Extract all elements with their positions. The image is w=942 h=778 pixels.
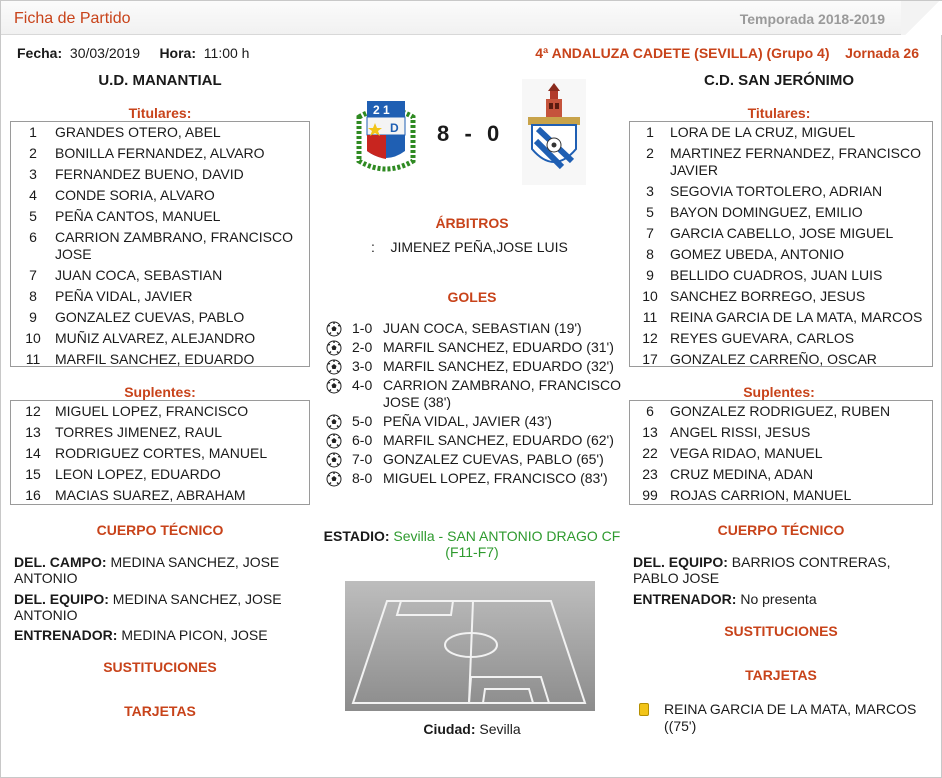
player-number: 17	[642, 351, 658, 367]
player-number: 14	[25, 445, 41, 461]
player-name: PEÑA CANTOS, MANUEL	[55, 208, 221, 224]
city-info	[319, 721, 625, 737]
player-row[interactable]	[11, 349, 309, 370]
player-row[interactable]	[630, 443, 932, 464]
player-row[interactable]	[630, 422, 932, 443]
away-team-name[interactable]: C.D. SAN JERÓNIMO	[703, 72, 854, 89]
player-number: 1	[646, 124, 654, 140]
home-starters-list	[10, 121, 310, 367]
card-entry	[639, 701, 924, 735]
home-subs-list	[10, 400, 310, 505]
svg-text:1: 1	[383, 103, 390, 117]
season-label: Temporada 2018-2019	[739, 11, 885, 27]
player-row[interactable]	[11, 286, 309, 307]
goal-scorer: CARRION ZAMBRANO, FRANCISCO JOSE (38')	[383, 377, 622, 410]
away-subs-title: Suplentes:	[743, 384, 815, 400]
staff-role-label: ENTRENADOR:	[14, 627, 118, 643]
player-row[interactable]	[630, 485, 932, 506]
player-row[interactable]	[630, 464, 932, 485]
referees-title: ÁRBITROS	[435, 215, 509, 231]
player-row[interactable]	[630, 244, 932, 265]
player-row[interactable]	[11, 328, 309, 349]
player-name: MARTINEZ FERNANDEZ, FRANCISCO JAVIER	[670, 145, 921, 178]
page-title: Ficha de Partido	[14, 10, 131, 27]
title-corner-fold	[901, 1, 942, 35]
staff-role-label: DEL. EQUIPO:	[633, 554, 728, 570]
city-label: Ciudad:	[423, 721, 476, 737]
away-staff-title: CUERPO TÉCNICO	[717, 522, 845, 538]
player-row[interactable]	[11, 185, 309, 206]
goal-score: 5-0	[352, 413, 373, 429]
football-pitch-image	[345, 581, 595, 711]
home-staff-role	[14, 554, 304, 586]
player-row[interactable]	[11, 307, 309, 328]
goal-scorer: MARFIL SANCHEZ, EDUARDO (32')	[383, 358, 614, 374]
player-name: TORRES JIMENEZ, RAUL	[55, 424, 222, 440]
soccer-ball-icon	[326, 414, 342, 430]
player-row[interactable]	[11, 401, 309, 422]
player-name: BAYON DOMINGUEZ, EMILIO	[670, 204, 863, 220]
player-row[interactable]	[11, 443, 309, 464]
player-name: SANCHEZ BORREGO, JESUS	[670, 288, 866, 304]
goal-row	[326, 470, 626, 487]
staff-person: MEDINA PICON, JOSE	[121, 627, 268, 643]
goal-score: 8-0	[352, 470, 373, 486]
home-substitutions-title: SUSTITUCIONES	[103, 659, 217, 675]
player-name: ANGEL RISSI, JESUS	[670, 424, 811, 440]
player-number: 1	[29, 124, 37, 140]
player-number: 3	[646, 183, 654, 199]
player-number: 99	[642, 487, 658, 503]
goal-score: 6-0	[352, 432, 373, 448]
away-score: 0	[487, 121, 501, 146]
stadium-name[interactable]: Sevilla - SAN ANTONIO DRAGO CF (F11-F7)	[393, 528, 621, 560]
player-name: MIGUEL LOPEZ, FRANCISCO	[55, 403, 249, 419]
soccer-ball-icon	[326, 359, 342, 375]
goal-row	[326, 377, 626, 411]
home-subs-title: Suplentes:	[124, 384, 196, 400]
player-number: 4	[29, 187, 37, 203]
player-name: MACIAS SUAREZ, ABRAHAM	[55, 487, 246, 503]
goal-scorer: MARFIL SANCHEZ, EDUARDO (31')	[383, 339, 614, 355]
goal-row	[326, 413, 626, 430]
player-name: CARRION ZAMBRANO, FRANCISCO JOSE	[55, 229, 294, 262]
player-name: VEGA RIDAO, MANUEL	[670, 445, 823, 461]
staff-role-label: DEL. EQUIPO:	[14, 591, 109, 607]
goal-scorer: GONZALEZ CUEVAS, PABLO (65')	[383, 451, 604, 467]
player-number: 2	[646, 145, 654, 161]
goal-scorer: MIGUEL LOPEZ, FRANCISCO (83')	[383, 470, 608, 486]
away-cards-title: TARJETAS	[745, 667, 817, 683]
player-name: REINA GARCIA DE LA MATA, MARCOS	[670, 309, 923, 325]
home-score: 8	[437, 121, 451, 146]
player-row[interactable]	[11, 164, 309, 185]
player-number: 6	[646, 403, 654, 419]
soccer-ball-icon	[326, 378, 342, 394]
soccer-ball-icon	[326, 433, 342, 449]
player-name: CONDE SORIA, ALVARO	[55, 187, 215, 203]
away-starters-title: Titulares:	[747, 105, 811, 121]
player-name: REYES GUEVARA, CARLOS	[670, 330, 855, 346]
city-name: Sevilla	[479, 721, 521, 737]
soccer-ball-icon	[326, 452, 342, 468]
staff-person: No presenta	[740, 591, 817, 607]
goals-title: GOLES	[447, 289, 497, 305]
player-number: 7	[29, 267, 37, 283]
round-label: Jornada 26	[845, 45, 919, 61]
competition-name: 4ª ANDALUZA CADETE (SEVILLA) (Grupo 4)	[535, 45, 830, 61]
player-number: 5	[646, 204, 654, 220]
staff-person: BARRIOS CONTRERAS, PABLO JOSE	[633, 554, 891, 586]
referee-name: JIMENEZ PEÑA,JOSE LUIS	[390, 239, 568, 255]
away-subs-list	[629, 400, 933, 505]
goals-list	[326, 320, 626, 489]
player-name: ROJAS CARRION, MANUEL	[670, 487, 852, 503]
goal-scorer: MARFIL SANCHEZ, EDUARDO (62')	[383, 432, 614, 448]
goal-scorer: PEÑA VIDAL, JAVIER (43')	[383, 413, 552, 429]
home-staff-role	[14, 591, 304, 623]
staff-role-label: DEL. CAMPO:	[14, 554, 107, 570]
player-number: 8	[29, 288, 37, 304]
player-number: 11	[642, 309, 658, 325]
goal-score: 4-0	[352, 377, 373, 393]
player-number: 13	[642, 424, 658, 440]
player-name: LEON LOPEZ, EDUARDO	[55, 466, 221, 482]
home-team-crest-icon[interactable]	[353, 91, 419, 175]
player-name: GONZALEZ CARREÑO, OSCAR	[670, 351, 877, 367]
player-name: GONZALEZ CUEVAS, PABLO	[55, 309, 245, 325]
soccer-ball-icon	[326, 340, 342, 356]
away-substitutions-title: SUSTITUCIONES	[724, 623, 838, 639]
player-number: 10	[642, 288, 658, 304]
player-row[interactable]	[11, 485, 309, 506]
player-name: BONILLA FERNANDEZ, ALVARO	[55, 145, 265, 161]
player-row[interactable]	[11, 122, 309, 143]
goal-score: 2-0	[352, 339, 373, 355]
card-player: REINA GARCIA DE LA MATA, MARCOS ((75')	[664, 701, 917, 734]
player-name: BELLIDO CUADROS, JUAN LUIS	[670, 267, 883, 283]
player-name: MUÑIZ ALVAREZ, ALEJANDRO	[55, 330, 256, 346]
home-team-name[interactable]: U.D. MANANTIAL	[98, 72, 222, 89]
svg-text:2: 2	[373, 103, 380, 117]
player-number: 6	[29, 229, 37, 245]
player-number: 3	[29, 166, 37, 182]
goal-row	[326, 451, 626, 468]
staff-role-label: ENTRENADOR:	[633, 591, 737, 607]
staff-person: MEDINA SANCHEZ, JOSE ANTONIO	[14, 554, 280, 586]
player-row[interactable]	[11, 422, 309, 443]
home-starters-title: Titulares:	[128, 105, 192, 121]
player-row[interactable]	[11, 265, 309, 286]
player-name: GOMEZ UBEDA, ANTONIO	[670, 246, 844, 262]
player-row[interactable]	[630, 181, 932, 202]
player-name: FERNANDEZ BUENO, DAVID	[55, 166, 244, 182]
player-name: JUAN COCA, SEBASTIAN	[55, 267, 223, 283]
player-row[interactable]	[630, 401, 932, 422]
player-row[interactable]	[630, 202, 932, 223]
date-label: Fecha:	[17, 45, 63, 61]
player-number: 13	[25, 424, 41, 440]
soccer-ball-icon	[326, 471, 342, 487]
player-row[interactable]	[630, 349, 932, 370]
goal-row	[326, 320, 626, 337]
away-starters-list	[629, 121, 933, 367]
match-time: 11:00 h	[203, 45, 250, 61]
goal-scorer: JUAN COCA, SEBASTIAN (19')	[383, 320, 582, 336]
player-row[interactable]	[11, 464, 309, 485]
player-name: PEÑA VIDAL, JAVIER	[55, 288, 193, 304]
player-number: 16	[25, 487, 41, 503]
score-separator: -	[464, 121, 473, 146]
player-name: LORA DE LA CRUZ, MIGUEL	[670, 124, 856, 140]
referee-prefix: :	[371, 239, 375, 255]
home-staff-role	[14, 627, 304, 643]
player-name: SEGOVIA TORTOLERO, ADRIAN	[670, 183, 883, 199]
player-name: GRANDES OTERO, ABEL	[55, 124, 221, 140]
player-number: 22	[642, 445, 658, 461]
player-row[interactable]	[630, 122, 932, 143]
player-number: 12	[25, 403, 41, 419]
player-row[interactable]	[630, 223, 932, 244]
player-row[interactable]	[11, 143, 309, 164]
goal-score: 3-0	[352, 358, 373, 374]
goal-score: 7-0	[352, 451, 373, 467]
player-row[interactable]	[630, 328, 932, 349]
away-staff-role	[633, 591, 929, 607]
player-row[interactable]	[630, 307, 932, 328]
referee-entry	[371, 239, 568, 255]
player-name: RODRIGUEZ CORTES, MANUEL	[55, 445, 268, 461]
player-number: 7	[646, 225, 654, 241]
player-row[interactable]	[630, 286, 932, 307]
competition-info	[535, 45, 919, 61]
player-number: 2	[29, 145, 37, 161]
player-name: GONZALEZ RODRIGUEZ, RUBEN	[670, 403, 891, 419]
player-number: 15	[25, 466, 41, 482]
home-cards-title: TARJETAS	[124, 703, 196, 719]
yellow-card-icon	[639, 703, 649, 716]
stadium-label: ESTADIO:	[323, 528, 390, 544]
player-number: 23	[642, 466, 658, 482]
goal-row	[326, 358, 626, 375]
player-number: 12	[642, 330, 658, 346]
stadium-info	[319, 528, 625, 560]
player-name: GARCIA CABELLO, JOSE MIGUEL	[670, 225, 894, 241]
player-number: 8	[646, 246, 654, 262]
player-name: MARFIL SANCHEZ, EDUARDO	[55, 351, 255, 367]
goal-row	[326, 432, 626, 449]
player-number: 11	[25, 351, 41, 367]
goal-score: 1-0	[352, 320, 373, 336]
player-row[interactable]	[11, 227, 309, 265]
player-number: 9	[29, 309, 37, 325]
final-score	[437, 121, 500, 147]
player-name: CRUZ MEDINA, ADAN	[670, 466, 814, 482]
goal-row	[326, 339, 626, 356]
player-row[interactable]	[11, 206, 309, 227]
time-label: Hora:	[159, 45, 196, 61]
player-row[interactable]	[630, 265, 932, 286]
svg-text:D: D	[390, 121, 399, 135]
player-number: 5	[29, 208, 37, 224]
soccer-ball-icon	[326, 321, 342, 337]
away-staff-role	[633, 554, 929, 586]
home-staff-title: CUERPO TÉCNICO	[96, 522, 224, 538]
away-team-crest-icon[interactable]	[522, 79, 586, 185]
player-number: 10	[25, 330, 41, 346]
player-number: 9	[646, 267, 654, 283]
player-row[interactable]	[630, 143, 932, 181]
match-meta	[17, 45, 249, 61]
staff-person: MEDINA SANCHEZ, JOSE ANTONIO	[14, 591, 282, 623]
match-date: 30/03/2019	[69, 45, 140, 61]
